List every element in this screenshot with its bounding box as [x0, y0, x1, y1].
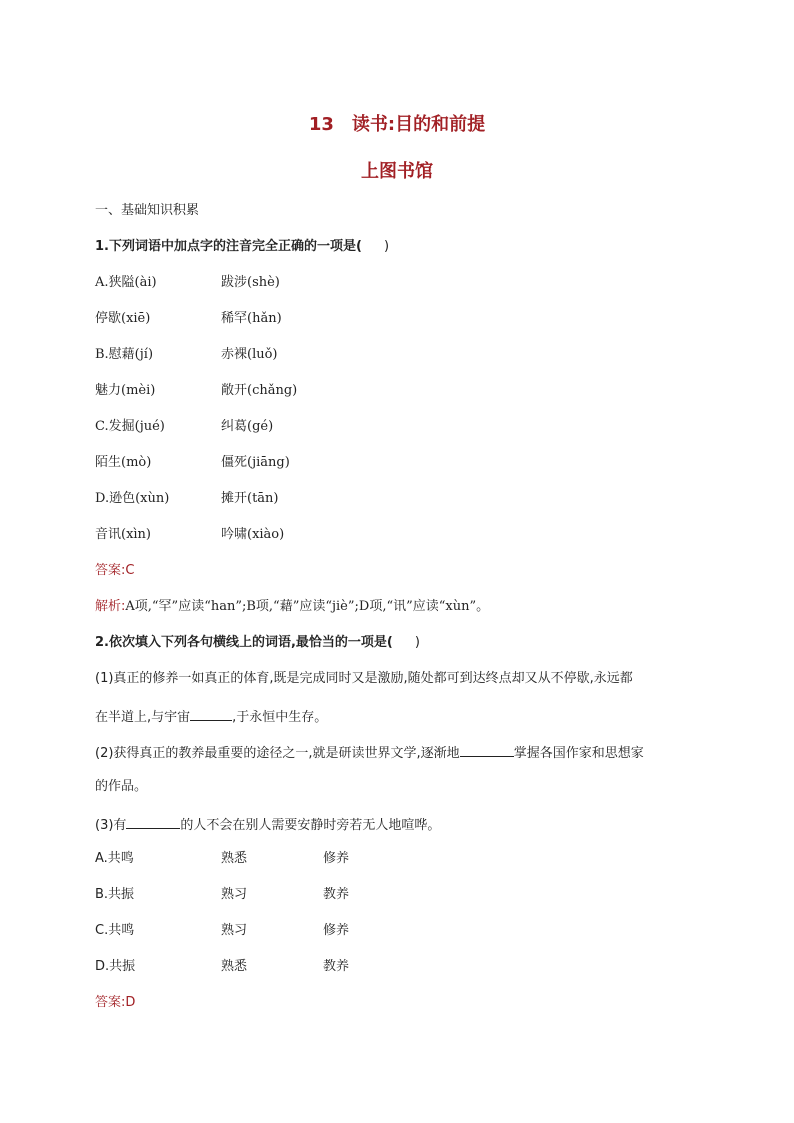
q2-option-c-3: 修养 [323, 923, 350, 938]
q1-row-5-right: 纠葛(gé) [221, 419, 274, 434]
q2-option-d-2: 熟悉 [221, 959, 248, 974]
q2-option-a-1: A.共鸣 [95, 851, 134, 866]
q1-analysis: 解析:A项,“罕”应读“han”;B项,“藉”应读“jiè”;D项,“讯”应读“xùn”。 [95, 599, 490, 614]
q1-row-3-right: 赤裸(luǒ) [221, 347, 278, 362]
q2-option-c-1: C.共鸣 [95, 923, 135, 938]
q1-row-4-right: 敞开(chǎng) [221, 383, 298, 398]
q1-answer: 答案:C [95, 563, 135, 578]
q1-row-4-left: 魅力(mèi) [95, 383, 156, 398]
q2-sentence-2b: 的作品。 [95, 779, 148, 794]
q2-option-b-3: 教养 [323, 887, 350, 902]
q1-stem: 1.下列词语中加点字的注音完全正确的一项是( ) [95, 239, 390, 254]
q1-row-2-left: 停歇(xiē) [95, 311, 151, 326]
q1-row-6-left: 陌生(mò) [95, 455, 152, 470]
q2-sentence-2a: (2)获得真正的教养最重要的途径之一,就是研读世界文学,逐渐地 掌握各国作家和思想家 [95, 742, 644, 763]
q2-sentence-1a: (1)真正的修养一如真正的体育,既是完成同时又是激励,随处都可到达终点却又从不停歇,永远都 [95, 671, 633, 686]
q2-answer: 答案:D [95, 995, 136, 1010]
fill-blank-1 [190, 706, 232, 721]
q2-sentence-3: (3)有 的人不会在别人需要安静时旁若无人地喧哗。 [95, 814, 440, 835]
q1-row-8-left: 音讯(xìn) [95, 527, 152, 542]
q2-option-d-1: D.共振 [95, 959, 136, 974]
q1-row-3-left: B.慰藉(jí) [95, 347, 154, 362]
fill-blank-3 [126, 814, 180, 829]
q1-row-1-right: 跋涉(shè) [221, 275, 280, 290]
q2-option-d-3: 教养 [323, 959, 350, 974]
lesson-title: 13 读书:目的和前提 [308, 114, 486, 135]
q2-option-b-1: B.共振 [95, 887, 135, 902]
q2-option-a-3: 修养 [323, 851, 350, 866]
q2-option-a-2: 熟悉 [221, 851, 248, 866]
fill-blank-2 [460, 742, 514, 757]
q1-row-6-right: 僵死(jiāng) [221, 455, 290, 470]
q2-option-c-2: 熟习 [221, 923, 248, 938]
q1-row-7-left: D.逊色(xùn) [95, 491, 170, 506]
q1-row-5-left: C.发掘(jué) [95, 419, 165, 434]
q1-row-8-right: 吟啸(xiào) [221, 527, 285, 542]
q1-row-1-left: A.狭隘(ài) [95, 275, 157, 290]
q1-row-2-right: 稀罕(hǎn) [221, 311, 282, 326]
q2-stem: 2.依次填入下列各句横线上的词语,最恰当的一项是( ) [95, 635, 420, 650]
q1-row-7-right: 摊开(tān) [221, 491, 279, 506]
q2-option-b-2: 熟习 [221, 887, 248, 902]
section-heading: 一、基础知识积累 [95, 203, 200, 218]
q2-sentence-1b: 在半道上,与宇宙 ,于永恒中生存。 [95, 706, 327, 727]
lesson-subtitle: 上图书馆 [361, 161, 433, 182]
